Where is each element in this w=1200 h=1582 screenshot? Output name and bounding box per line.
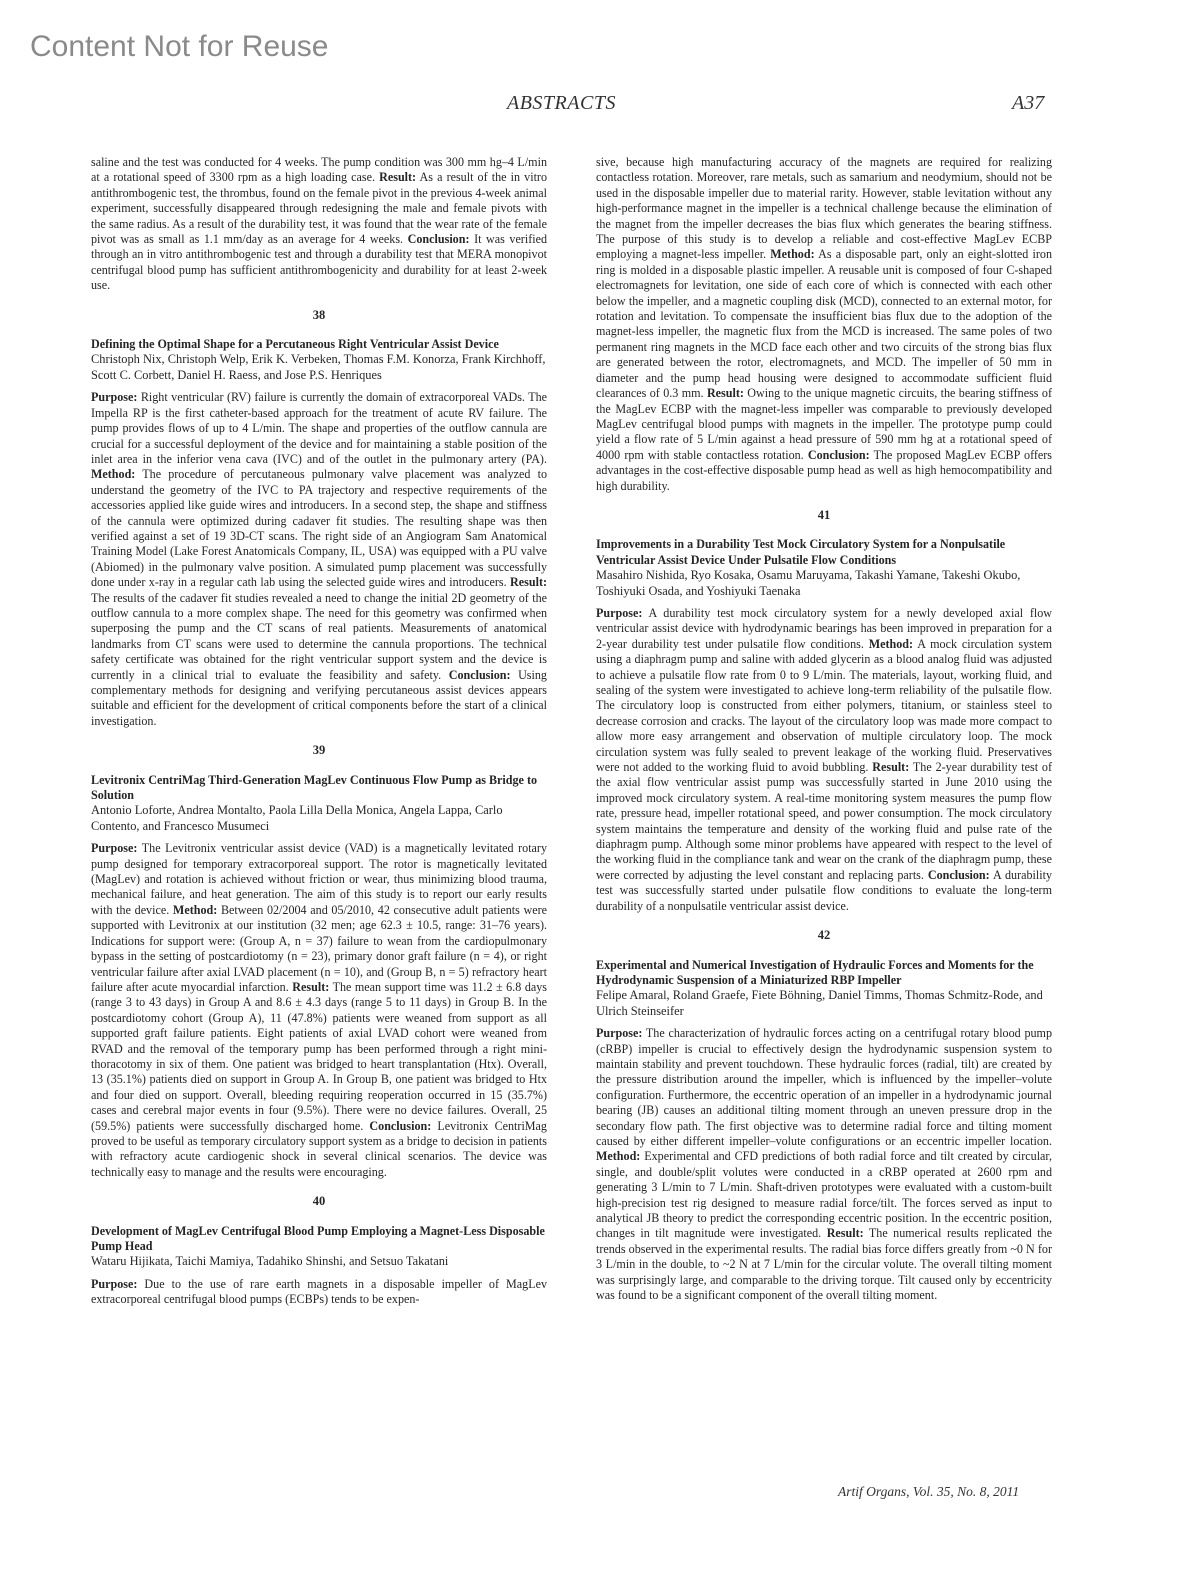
body-text: Between 02/2004 and 05/2010, 42 consecutive adult patients were supported with Levitronix at our institution (32 men; age 62.3 ± 10.5, range: 31–76 years). Indications for support were: (Group A, n = 37) failure to wean from the cardiopulmonary bypass in the setting of postcardiotomy (n = 23), primary donor graft failure (n = 4), or right ventricular failure after axial LVAD placement (n = 10), and (Group B, n = 5) refractory heart failure after acute myocardial infarction. bbox=[91, 902, 547, 994]
body-text: As a disposable part, only an eight-slotted iron ring is molded in a disposable plastic impeller. A reusable unit is composed of four C-shaped electromagnets for levitation, one side of each core of which is connected with each other below the impeller, and a magnetic coupling disk (MCD), connected to an external motor, for rotation and levitation. To compensate the insufficient bias flux due to the adoption of the magnet-less impeller, the magnetic flux from the MCD is increased. The same poles of two permanent ring magnets in the MCD face each other and two circuits of the strong bias flux are generated between the rotor, electromagnets, and MCD. The impeller of 50 mm in diameter and the pump head housing were designed to accommodate sufficient fluid clearances of 0.3 mm. bbox=[596, 247, 1052, 401]
running-title: ABSTRACTS bbox=[507, 92, 616, 114]
conclusion-label: Conclusion: bbox=[448, 667, 511, 682]
abstract-40 bbox=[91, 1194, 547, 1307]
continuation-paragraph bbox=[596, 155, 1052, 494]
method-label: Method: bbox=[91, 467, 136, 482]
abstract-body bbox=[91, 841, 547, 1180]
conclusion-label: Conclusion: bbox=[369, 1118, 432, 1133]
conclusion-label: Conclusion: bbox=[927, 867, 990, 882]
abstract-body bbox=[596, 606, 1052, 914]
result-label: Result: bbox=[379, 170, 417, 185]
body-text: The procedure of percutaneous pulmonary valve placement was analyzed to understand the geometry of the IVC to PA trajectory and respective requirements of the accessories applied like guide wires and introducers. In a second step, the shape and stiffness of the cannula were optimized during cadaver fit studies. The resulting shape was then verified against a set of 19 3D-CT scans. The right side of an Angiogram Sam Anatomical Training Model (Lake Forest Anatomicals Company, IL, USA) was equipped with a PU valve (Abiomed) in the pulmonary valve position. A simulated pump placement was successfully done under x-ray in a regular cath lab using the selected guide wires and introducers. bbox=[91, 467, 547, 590]
body-text: Levitronix CentriMag proved to be useful as temporary circulatory support system as a bridge to decision in patients with refractory acute cardiogenic shock in several clinical scenarios. The device was technically easy to manage and the results were encouraging. bbox=[91, 1118, 547, 1179]
right-column bbox=[596, 155, 1052, 1303]
conclusion-label: Conclusion: bbox=[807, 447, 870, 462]
result-label: Result: bbox=[292, 979, 330, 994]
left-column bbox=[91, 155, 547, 1308]
body-text: The mean support time was 11.2 ± 6.8 days (range 3 to 43 days) in Group A and 8.6 ± 4.3 days (range 5 to 11 days) in Group B. In the postcardiotomy cohort (Group A), 11 (47.8%) patients were weaned from support as all supported graft failure patients. Eight patients of axial LVAD cohort were weaned from RVAD and the removal of the temporary pump has been performed through a right mini-thoracotomy in six of them. One patient was bridged to heart transplantation (Htx). Overall, 13 (35.1%) patients died on support in Group A. In Group B, one patient was bridged to Htx and four died on support. Overall, bleeding requiring reoperation occurred in 15 (35.7%) cases and cerebral major events in four (9.5%). There were no device failures. Overall, 25 (59.5%) patients were successfully discharged home. bbox=[91, 979, 547, 1133]
page-number: A37 bbox=[1012, 92, 1045, 114]
abstract-authors: Wataru Hijikata, Taichi Mamiya, Tadahiko Shinshi, and Setsuo Takatani bbox=[91, 1254, 449, 1269]
method-label: Method: bbox=[172, 902, 218, 917]
abstract-authors: Masahiro Nishida, Ryo Kosaka, Osamu Maruyama, Takashi Yamane, Takeshi Okubo, Toshiyuki Osada, and Yoshiyuki Taenaka bbox=[596, 568, 1021, 598]
purpose-label: Purpose: bbox=[91, 1276, 138, 1291]
abstract-number: 38 bbox=[312, 307, 326, 322]
abstract-41 bbox=[596, 508, 1052, 914]
purpose-label: Purpose: bbox=[596, 605, 643, 620]
abstract-body bbox=[91, 390, 547, 729]
purpose-label: Purpose: bbox=[91, 841, 138, 856]
body-text: A durability test mock circulatory system for a newly developed axial flow ventricular assist device with hydrodynamic bearings has been improved in preparation for a 2-year durability test under pulsatile flow conditions. bbox=[596, 605, 1052, 651]
body-text: Experimental and CFD predictions of both radial force and tilt created by circular, single, and double/split volutes were conducted in a cRBP operated at 2600 rpm and generating 3 L/min to 7 L/min. Shaft-driven prototypes were evaluated with a custom-built high-precision test rig designed to measure radial force/tilt. The forces served as input to analytical JB theory to predict the corresponding eccentric position. In the eccentric position, changes in tilt magnitude were investigated. bbox=[596, 1149, 1052, 1241]
purpose-label: Purpose: bbox=[596, 1026, 643, 1041]
body-text: Owing to the unique magnetic circuits, the bearing stiffness of the MagLev ECBP with the magnet-less impeller was comparable to previously developed MagLev centrifugal blood pumps with magnets in the impeller. The prototype pump could yield a flow rate of 5 L/min against a head pressure of 590 mm hg at a rotational speed of 4000 rpm with stable contactless rotation. bbox=[596, 386, 1052, 462]
abstract-authors: Felipe Amaral, Roland Graefe, Fiete Böhning, Daniel Timms, Thomas Schmitz-Rode, and Ulrich Steinseifer bbox=[596, 988, 1043, 1018]
abstract-39 bbox=[91, 743, 547, 1180]
abstract-42 bbox=[596, 928, 1052, 1303]
body-text: sive, because high manufacturing accuracy of the magnets are required for realizing contactless rotation. Moreover, rare metals, such as samarium and neodymium, should not be used in the disposable impeller due to material rarity. However, stable levitation without any high-performance magnet in the impeller is a technical challenge because the elimination of the magnet from the impeller decreases the bias flux which generates the bearing stiffness. The purpose of this study is to develop a reliable and cost-effective MagLev ECBP employing a magnet-less impeller. bbox=[596, 155, 1052, 262]
body-text: The proposed MagLev ECBP offers advantages in the cost-effective disposable pump head as well as high hemocompatibility and high durability. bbox=[596, 447, 1053, 493]
abstract-title: Levitronix CentriMag Third-Generation MagLev Continuous Flow Pump as Bridge to Solution bbox=[91, 772, 538, 803]
abstract-title: Defining the Optimal Shape for a Percutaneous Right Ventricular Assist Device bbox=[91, 337, 499, 352]
body-text: Right ventricular (RV) failure is currently the domain of extracorporeal VADs. The Impella RP is the first catheter-based approach for the treatment of acute RV failure. The pump provides flows of up to 4 L/min. The shape and properties of the outflow cannula are crucial for a successful deployment of the device and for maintaining a stable position of the inlet area in the inferior vena cava (IVC) and of the outlet in the pulmonary artery (PA). bbox=[91, 390, 547, 466]
body-text: The characterization of hydraulic forces acting on a centrifugal rotary blood pump (cRBP) impeller is crucial to effectively design the hydrodynamic suspension system to maintain stability and prevent touchdown. These hydraulic forces (radial, tilt) are created by the pressure distribution around the impeller, which is influenced by the impeller–volute configuration. Furthermore, the eccentric operation of an impeller in a hydrodynamic journal bearing (JB) causes an additional tilting moment through an uneven pressure drop in the secondary flow path. The first objective was to determine radial force and tilting moment caused by either different impeller–volute configurations or an eccentric impeller location. bbox=[596, 1026, 1053, 1148]
body-text: The Levitronix ventricular assist device (VAD) is a magnetically levitated rotary pump designed for temporary extracorporeal support. The rotor is magnetically levitated (MagLev) and rotation is achieved without friction or wear, thus minimizing blood trauma, mechanical failure, and heat generation. The aim of this study is to report our early results with the device. bbox=[91, 841, 547, 917]
abstract-title: Experimental and Numerical Investigation of Hydraulic Forces and Moments for the Hydrodynamic Suspension of a Miniaturized RBP Impeller bbox=[596, 957, 1034, 987]
watermark: Content Not for Reuse bbox=[30, 30, 329, 63]
abstract-body bbox=[91, 1277, 547, 1308]
body-text: A mock circulation system using a diaphragm pump and saline with added glycerin as a blood analog fluid was adjusted to achieve a pulsatile flow rate from 0 to 9 L/min. The materials, layout, working fluid, and sealing of the system were investigated to achieve long-term reliability of the pulsatile flow. The circulatory loop is constructed from either polymers, titanium, or stainless steel to decrease corrosion and cracks. The layout of the circulatory loop was made more compact to allow more easy arrangement and observation of multiple circulatory loop. The mock circulation system was fully sealed to prevent leakage of the working fluid. Preservatives were not added to the working fluid to avoid bubbling. bbox=[596, 636, 1053, 775]
abstract-title: Improvements in a Durability Test Mock Circulatory System for a Nonpulsatile Ventricular Assist Device Under Pulsatile Flow Conditions bbox=[596, 537, 1006, 567]
result-label: Result: bbox=[826, 1226, 864, 1241]
method-label: Method: bbox=[596, 1149, 641, 1164]
abstract-number: 39 bbox=[312, 743, 326, 758]
body-text: As a result of the in vitro antithrombogenic test, the thrombus, found on the female pivot in the previous 4-week animal experiment, successfully disappeared through redesigning the male and female pivots with the same radius. As a result of the durability test, it was found that the wear rate of the female pivot was as small as 1.1 mm/day as an average for 4 weeks. bbox=[91, 170, 547, 247]
body-text: A durability test was successfully started under pulsatile flow conditions to evaluate the long-term durability of a nonpulsatile ventricular assist device. bbox=[596, 867, 1052, 913]
abstract-number: 40 bbox=[312, 1194, 326, 1209]
body-text: The numerical results replicated the trends observed in the experimental results. The radial bias force differs greatly from ~0 N for 3 L/min in the double, to ~2 N at 7 L/min for the circular volute. The overall tilting moment was surprisingly large, and comparable to the driving torque. Tilt caused only by eccentricity was found to be a significant component of the overall tilting moment. bbox=[596, 1226, 1052, 1303]
result-label: Result: bbox=[872, 760, 910, 775]
abstract-authors: Christoph Nix, Christoph Welp, Erik K. Verbeken, Thomas F.M. Konorza, Frank Kirchhoff, Scott C. Corbett, Daniel H. Raess, and Jose P.S. Henriques bbox=[91, 352, 546, 382]
method-label: Method: bbox=[868, 636, 914, 651]
result-label: Result: bbox=[510, 575, 547, 590]
abstract-number: 42 bbox=[817, 928, 831, 943]
purpose-label: Purpose: bbox=[91, 390, 138, 405]
result-label: Result: bbox=[706, 386, 744, 401]
body-text: The results of the cadaver fit studies revealed a need to change the initial 2D geometry of the outflow cannula to a more complex shape. The need for this geometry was confirmed when superposing the pump and the CT scans of real patients. Measurements of anatomical landmarks from CT scans were used to determine the cannula proportions. The technical safety certificate was obtained for the right ventricular support system and the device is currently in a clinical trial to evaluate the feasibility and safety. bbox=[91, 590, 547, 682]
abstract-38 bbox=[91, 308, 547, 730]
abstract-title: Development of MagLev Centrifugal Blood Pump Employing a Magnet-Less Disposable Pump Head bbox=[91, 1223, 545, 1253]
body-text: saline and the test was conducted for 4 weeks. The pump condition was 300 mm hg–4 L/min at a rotational speed of 3300 rpm as a high loading case. bbox=[91, 155, 547, 185]
body-text: The 2-year durability test of the axial flow ventricular assist pump was successfully started in June 2010 using the improved mock circulatory system. A real-time monitoring system measures the pump flow rate, pressure head, impeller rotational speed, and power consumption. The mock circulatory system maintains the temperature and density of the working fluid and pulse rate of the diaphragm pump. Although some minor problems have appeared with respect to the level of the working fluid in the compliance tank and wear on the crank of the diaphragm pump, these were corrected by adjusting the level constant and replacing parts. bbox=[596, 760, 1053, 882]
abstract-body bbox=[596, 1026, 1052, 1303]
body-text: It was verified through an in vitro antithrombogenic test and through a durability test that MERA monopivot centrifugal blood pump has sufficient antithrombogenicity and durability for at least 2-week use. bbox=[91, 232, 547, 293]
method-label: Method: bbox=[770, 247, 815, 262]
continuation-paragraph bbox=[91, 155, 547, 294]
journal-footer: Artif Organs, Vol. 35, No. 8, 2011 bbox=[838, 1484, 1020, 1499]
body-text: Due to the use of rare earth magnets in a disposable impeller of MagLev extracorporeal centrifugal blood pumps (ECBPs) tends to be expen- bbox=[91, 1276, 548, 1307]
conclusion-label: Conclusion: bbox=[407, 232, 470, 247]
abstract-number: 41 bbox=[817, 507, 831, 522]
abstract-authors: Antonio Loforte, Andrea Montalto, Paola Lilla Della Monica, Angela Lappa, Carlo Contento, and Francesco Musumeci bbox=[91, 803, 503, 833]
body-text: Using complementary methods for designing and verifying percutaneous assist devices appears suitable and efficient for the development of critical components before the start of a clinical investigation. bbox=[91, 667, 547, 728]
